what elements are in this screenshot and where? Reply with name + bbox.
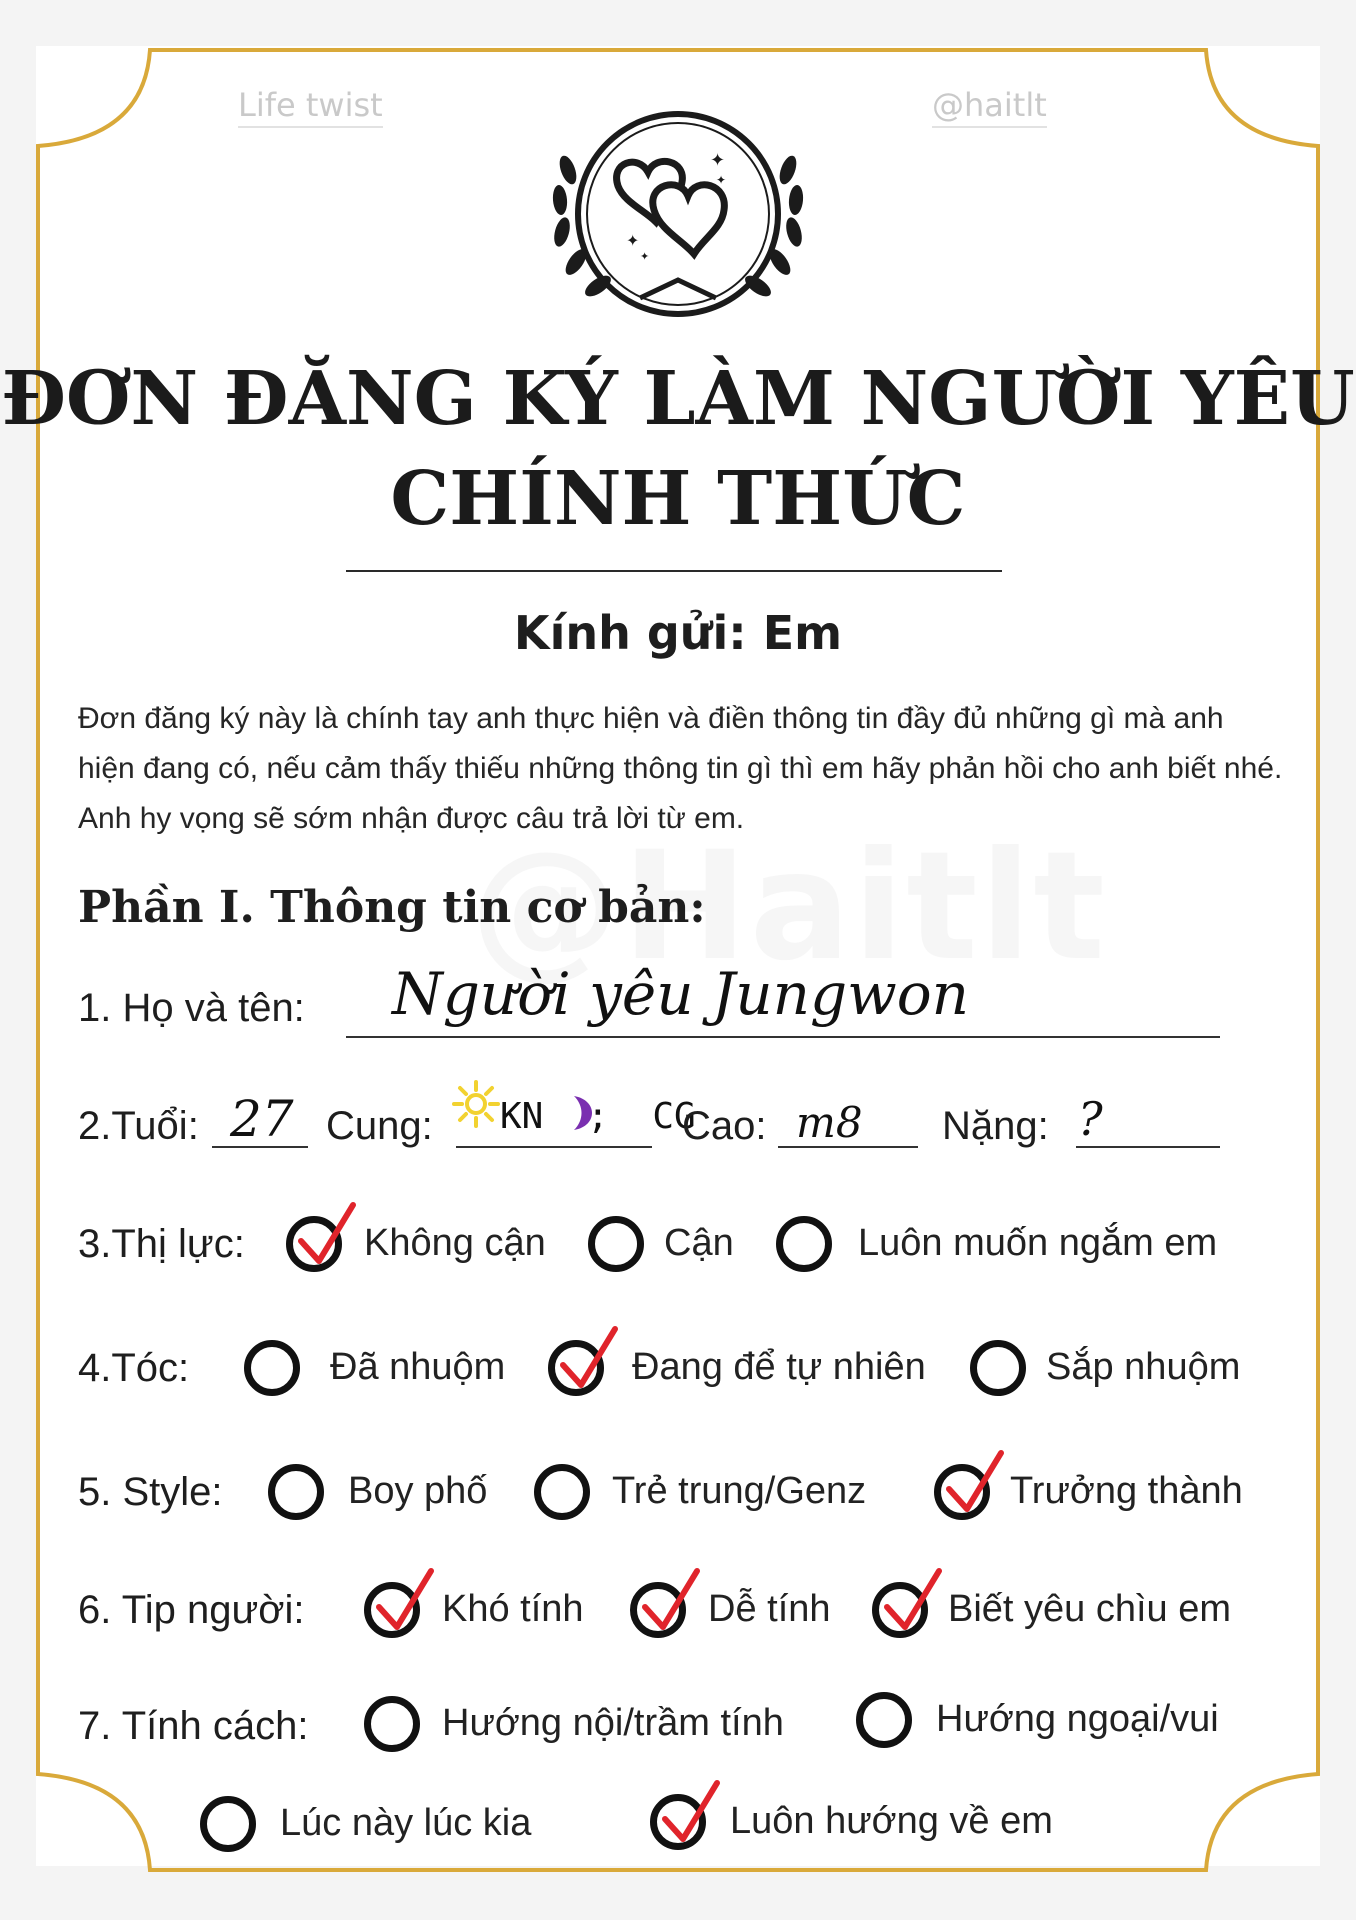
eyesight-option-glasses-label: Cận: [664, 1222, 734, 1264]
character-option-extrovert-radio[interactable]: [856, 1692, 912, 1748]
age-value[interactable]: 27: [230, 1090, 294, 1148]
type-option-strict-radio[interactable]: [364, 1582, 420, 1638]
zodiac-field-line: [456, 1146, 652, 1148]
type-option-spoils-you-label: Biết yêu chìu em: [948, 1588, 1232, 1630]
svg-text:✦: ✦: [716, 173, 727, 187]
checkmark-icon: [557, 1325, 621, 1397]
character-label: 7. Tính cách:: [78, 1704, 309, 1748]
checkmark-icon: [943, 1449, 1007, 1521]
eyesight-option-no-glasses-label: Không cận: [364, 1222, 546, 1264]
character-option-introvert-radio[interactable]: [364, 1696, 420, 1752]
name-value[interactable]: Người yêu Jungwon: [392, 960, 970, 1028]
title-line-2: CHÍNH THỨC: [390, 456, 966, 542]
title-divider: [346, 570, 1002, 572]
character-option-introvert-label: Hướng nội/trầm tính: [442, 1702, 784, 1744]
character-option-extrovert-label: Hướng ngoại/vui: [936, 1698, 1219, 1740]
checkmark-icon: [639, 1567, 703, 1639]
character-option-changeable-radio[interactable]: [200, 1796, 256, 1852]
eyesight-option-watch-you-label: Luôn muốn ngắm em: [858, 1222, 1218, 1264]
hair-label: 4.Tóc:: [78, 1346, 190, 1390]
checkmark-icon: [373, 1567, 437, 1639]
checkmark-icon: [659, 1779, 723, 1851]
eyesight-label: 3.Thị lực:: [78, 1222, 245, 1266]
style-option-youthful-label: Trẻ trung/Genz: [612, 1470, 867, 1512]
eyesight-option-glasses-radio[interactable]: [588, 1216, 644, 1272]
type-option-strict-label: Khó tính: [442, 1588, 584, 1630]
type-option-easygoing-label: Dễ tính: [708, 1588, 831, 1630]
age-label: 2.Tuổi:: [78, 1104, 199, 1148]
hair-option-dyed-label: Đã nhuộm: [330, 1346, 506, 1388]
hair-option-about-to-dye-radio[interactable]: [970, 1340, 1026, 1396]
character-option-changeable-label: Lúc này lúc kia: [280, 1802, 532, 1844]
style-option-street-boy-label: Boy phố: [348, 1470, 488, 1512]
eyesight-option-watch-you-radio[interactable]: [776, 1216, 832, 1272]
type-option-easygoing-radio[interactable]: [630, 1582, 686, 1638]
hair-option-dyed-radio[interactable]: [244, 1340, 300, 1396]
hair-option-natural-label: Đang để tự nhiên: [632, 1346, 926, 1388]
style-option-street-boy-radio[interactable]: [268, 1464, 324, 1520]
name-label: 1. Họ và tên:: [78, 986, 305, 1030]
svg-text:✦: ✦: [710, 150, 726, 171]
sun-icon: [452, 1080, 500, 1128]
weight-value[interactable]: ?: [1078, 1092, 1103, 1146]
checkmark-icon: [295, 1201, 359, 1273]
greeting: Kính gửi: Em: [513, 606, 843, 660]
weight-label: Nặng:: [942, 1104, 1049, 1148]
style-option-mature-label: Trưởng thành: [1010, 1470, 1243, 1512]
hearts-laurel-emblem-icon: [540, 110, 816, 322]
weight-field-line: [1076, 1146, 1220, 1148]
intro-paragraph: Đơn đăng ký này là chính tay anh thực hiện và điền thông tin đầy đủ những gì mà anh hiện đang có, nếu cảm thấy thiếu những thông tin gì thì em hãy phản hồi cho anh biết nhé. Anh hy vọng sẽ sớm nhận được câu trả lời từ em.: [78, 702, 1283, 835]
style-option-youthful-radio[interactable]: [534, 1464, 590, 1520]
zodiac-value[interactable]: KN ; CG: [500, 1096, 696, 1137]
zodiac-label: Cung:: [326, 1104, 433, 1148]
type-option-spoils-you-radio[interactable]: [872, 1582, 928, 1638]
character-option-always-you-label: Luôn hướng về em: [730, 1800, 1053, 1842]
hair-option-natural-radio[interactable]: [548, 1340, 604, 1396]
svg-text:✦: ✦: [640, 250, 650, 263]
type-label: 6. Tip người:: [78, 1588, 305, 1632]
style-label: 5. Style:: [78, 1470, 223, 1514]
svg-text:✦: ✦: [626, 231, 640, 250]
section-title: Phần I. Thông tin cơ bản:: [78, 882, 706, 933]
height-label: Cao:: [682, 1104, 767, 1148]
watermark-right: @haitlt: [932, 86, 1047, 128]
eyesight-option-no-glasses-radio[interactable]: [286, 1216, 342, 1272]
style-option-mature-radio[interactable]: [934, 1464, 990, 1520]
title-line-1: ĐƠN ĐĂNG KÝ LÀM NGƯỜI YÊU: [1, 356, 1355, 442]
height-value[interactable]: m8: [796, 1098, 863, 1147]
character-option-always-you-radio[interactable]: [650, 1794, 706, 1850]
checkmark-icon: [881, 1567, 945, 1639]
hair-option-about-to-dye-label: Sắp nhuộm: [1046, 1346, 1241, 1388]
name-field-line: [346, 1036, 1220, 1038]
watermark-left: Life twist: [238, 86, 383, 128]
